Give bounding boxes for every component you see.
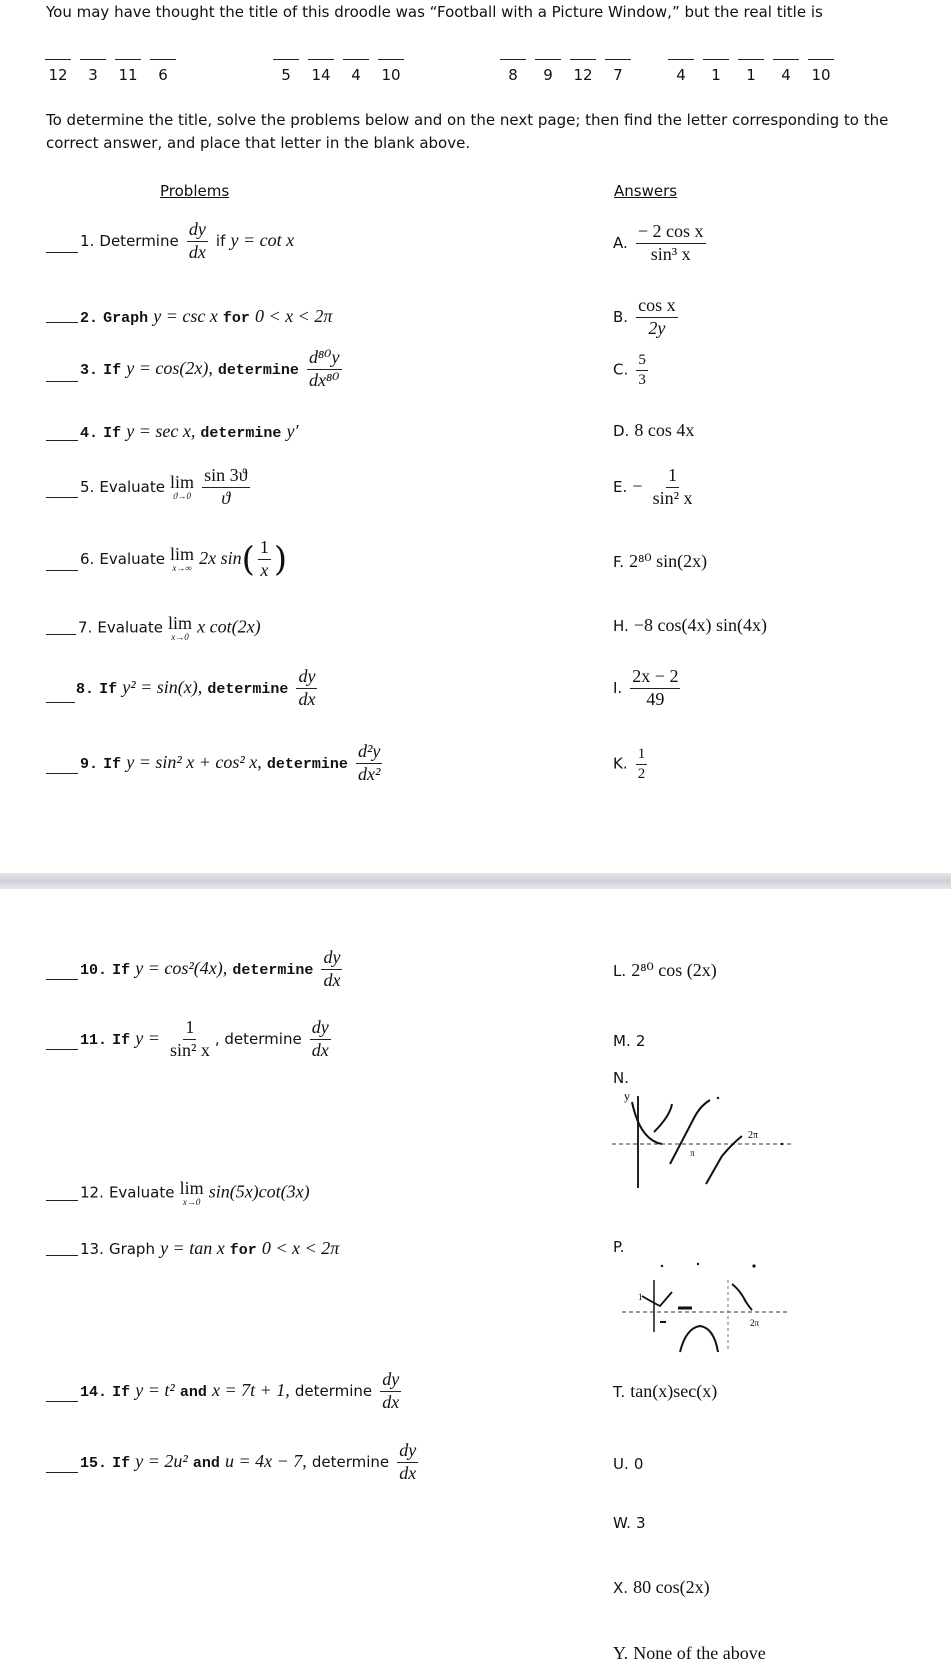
answer-P-graph (620, 1256, 790, 1356)
fraction-numerator: dy (397, 1441, 418, 1463)
math-expression: y = cot x (230, 229, 295, 250)
problem-number: 1. (80, 231, 95, 250)
answer-M (613, 1031, 645, 1050)
title-slot-number: 4 (351, 66, 361, 84)
graph-label-one: 1 (638, 1292, 643, 1302)
title-letter-blank[interactable] (273, 59, 299, 60)
title-letter-blank[interactable] (115, 59, 141, 60)
title-letter-blank[interactable] (378, 59, 404, 60)
answer-letter: D. (613, 422, 630, 440)
fraction-denominator: dx (382, 1391, 400, 1412)
answer-letter: H. (613, 617, 629, 635)
fraction-denominator: dx (298, 688, 316, 709)
problem-8 (76, 667, 320, 710)
problem-text: If (103, 755, 122, 773)
answer-K (613, 746, 650, 782)
limit-operator: lim (179, 1178, 204, 1198)
answer-letter: Y. (613, 1643, 629, 1663)
problem-text: and (192, 1454, 220, 1472)
answer-blank-5[interactable] (46, 497, 78, 498)
fraction-denominator: 3 (638, 371, 646, 388)
math-expression: y = csc x (153, 306, 218, 326)
problem-number: 7. (78, 618, 93, 637)
problem-text: Evaluate (99, 549, 165, 568)
answer-blank-6[interactable] (46, 570, 78, 571)
answer-letter: X. (613, 1579, 629, 1597)
problem-text: if (215, 231, 226, 250)
graph-axis-label-y: y (624, 1089, 630, 1103)
problem-text: If (112, 1383, 131, 1401)
title-letter-blank[interactable] (308, 59, 334, 60)
math-expression: y = sin² x + cos² x, (126, 751, 262, 772)
fraction-denominator: dx (188, 241, 206, 262)
title-letter-blank[interactable] (570, 59, 596, 60)
answer-blank-8[interactable] (46, 702, 75, 703)
problem-4 (80, 421, 298, 442)
answer-blank-15[interactable] (46, 1472, 78, 1473)
answers-header: Answers (614, 182, 678, 200)
answer-N (613, 1068, 629, 1087)
problem-9 (80, 742, 385, 785)
problem-text: If (103, 425, 122, 442)
answer-letter: T. (613, 1383, 626, 1401)
fraction-denominator: x (260, 559, 269, 580)
title-letter-blank[interactable] (500, 59, 526, 60)
problem-number: 5. (80, 477, 95, 496)
problem-text: and (179, 1383, 207, 1401)
answer-expression: None of the above (633, 1643, 766, 1663)
limit-operator: lim (170, 544, 195, 565)
problem-number: 4. (80, 425, 99, 442)
problem-text: , determine (214, 1029, 302, 1048)
answer-expression: tan(x)sec(x) (630, 1381, 718, 1401)
answer-expression: 2⁸⁰ sin(2x) (629, 551, 708, 571)
title-slot-number: 8 (508, 66, 518, 84)
problem-11 (80, 1018, 334, 1061)
answer-letter: K. (613, 754, 628, 773)
answer-Y (613, 1643, 766, 1664)
fraction-denominator: sin³ x (650, 243, 691, 264)
answer-expression: 0 (633, 1455, 644, 1473)
answer-B (613, 296, 681, 339)
answer-letter: B. (613, 307, 629, 326)
fraction-numerator: cos x (636, 296, 678, 318)
answer-U (613, 1454, 643, 1473)
problems-header: Problems (160, 182, 230, 200)
problem-text: determine (232, 961, 314, 979)
problem-text: determine (200, 425, 282, 442)
problem-text: determine (207, 680, 289, 698)
math-expression: y′ (286, 421, 299, 441)
title-letter-blank[interactable] (535, 59, 561, 60)
problem-text: Evaluate (97, 618, 163, 637)
problem-number: 9. (80, 755, 99, 773)
answer-blank-4[interactable] (46, 440, 78, 441)
title-letter-blank[interactable] (738, 59, 764, 60)
math-expression: 2x sin (199, 547, 242, 568)
problem-number: 14. (80, 1383, 108, 1401)
title-slot-number: 9 (543, 66, 553, 84)
fraction-numerator: dy (296, 667, 317, 689)
title-slot-number: 1 (711, 66, 721, 84)
answer-blank-7[interactable] (46, 634, 76, 635)
fraction-numerator: d²y (356, 742, 382, 764)
problem-text: for (229, 1242, 257, 1259)
title-letter-blank[interactable] (80, 59, 106, 60)
answer-blank-13[interactable] (46, 1255, 78, 1256)
answer-letter: I. (613, 678, 623, 697)
math-expression: x cot(2x) (197, 616, 261, 637)
problem-5 (80, 466, 253, 509)
problem-number: 12. (80, 1183, 104, 1202)
answer-blank-9[interactable] (46, 773, 78, 774)
fraction-denominator: dx (399, 1462, 417, 1483)
answer-W (613, 1513, 646, 1532)
problem-14 (80, 1370, 404, 1413)
problem-text: Graph (108, 1240, 155, 1258)
answer-letter: P. (613, 1238, 625, 1256)
answer-C (613, 352, 651, 388)
problem-text: Evaluate (108, 1183, 175, 1202)
answer-letter: A. (613, 233, 628, 252)
limit-operator: lim (170, 472, 195, 493)
answer-blank-14[interactable] (46, 1401, 78, 1402)
fraction-denominator: dx (311, 1039, 329, 1060)
limit-operator: lim (168, 613, 193, 633)
answer-blank-11[interactable] (46, 1049, 78, 1050)
fraction-numerator: 5 (636, 352, 648, 371)
problem-text: If (112, 961, 131, 979)
title-slot-number: 7 (613, 66, 623, 84)
answer-expression: 8 cos 4x (634, 420, 695, 440)
answer-H (613, 615, 767, 636)
math-expression: y = cos²(4x), (135, 957, 228, 978)
fraction-denominator: ϑ (221, 487, 231, 508)
problem-13 (80, 1238, 339, 1259)
title-slot-number: 4 (781, 66, 791, 84)
title-slot-number: 11 (118, 66, 138, 84)
math-expression: y = cos(2x), (126, 357, 213, 378)
fraction-denominator: dx² (357, 763, 381, 784)
answer-blank-10[interactable] (46, 979, 78, 980)
problem-number: 13. (80, 1240, 104, 1258)
math-range: 0 < x < 2π (255, 306, 333, 326)
answer-blank-3[interactable] (46, 381, 78, 382)
title-slot-number: 3 (88, 66, 98, 84)
instructions-line-1: To determine the title, solve the problems below and on the next page; then find the letter corresponding to the (46, 111, 889, 129)
problem-12 (80, 1179, 310, 1207)
problem-6: 6. Evaluate lim x→∞ 2x sin( $\frac{1}{x}$ ) (80, 537, 288, 580)
answer-X (613, 1577, 710, 1598)
fraction-numerator: dy (310, 1018, 331, 1040)
problem-number: 11. (80, 1031, 108, 1049)
fraction-numerator: 1 (636, 746, 648, 765)
answer-I (613, 667, 683, 710)
math-range: 0 < x < 2π (261, 1238, 340, 1258)
fraction-numerator: 1 (183, 1018, 196, 1040)
answer-T (613, 1381, 717, 1402)
answer-letter: U. (613, 1455, 629, 1473)
problem-number: 10. (80, 961, 108, 979)
title-slot-number: 14 (311, 66, 331, 84)
fraction-numerator: 1 (258, 538, 271, 560)
answer-blank-1[interactable] (46, 252, 78, 253)
answer-expression: 80 cos(2x) (633, 1577, 710, 1597)
limit-approach: ϑ→0 (173, 491, 191, 502)
problem-text: determine (266, 755, 348, 773)
title-letter-blank[interactable] (605, 59, 631, 60)
problem-7 (78, 614, 261, 642)
problem-2 (80, 306, 332, 327)
title-letter-blank[interactable] (773, 59, 799, 60)
answer-blank-2[interactable] (46, 322, 78, 323)
answer-F (613, 551, 707, 572)
answer-N-graph (610, 1088, 800, 1190)
fraction-numerator: dy (187, 220, 208, 242)
answer-letter: L. (613, 962, 627, 980)
fraction-denominator: 2y (648, 317, 666, 338)
math-expression: y = t² (135, 1379, 175, 1400)
problem-text: for (222, 310, 250, 327)
title-letter-blank[interactable] (668, 59, 694, 60)
answer-P (613, 1237, 624, 1256)
problem-number: 3. (80, 361, 99, 379)
title-slot-number: 12 (48, 66, 68, 84)
answer-sign: − (632, 475, 643, 496)
graph-label-pi: π (690, 1148, 695, 1158)
answer-letter: N. (613, 1069, 629, 1087)
fraction-denominator: dx⁸⁰ (309, 369, 340, 390)
math-expression: y = 2u² (135, 1450, 188, 1471)
answer-blank-12[interactable] (46, 1200, 78, 1201)
fraction-numerator: dy (321, 948, 342, 970)
fraction-denominator: dx (323, 969, 341, 990)
answer-expression: 2 (635, 1032, 646, 1050)
problem-number: 6. (80, 549, 95, 568)
answer-D (613, 420, 694, 441)
math-expression: sin(5x)cot(3x) (208, 1181, 310, 1202)
fraction-denominator: sin² x (652, 487, 693, 508)
graph-label-2pi: 2π (750, 1318, 760, 1328)
problem-text: If (103, 361, 122, 379)
problem-text: determine (217, 361, 299, 379)
intro-text: You may have thought the title of this droodle was “Football with a Picture Window,” but the real title is (46, 3, 823, 21)
problem-1 (80, 220, 294, 263)
title-slot-number: 10 (811, 66, 831, 84)
problem-number: 15. (80, 1454, 108, 1472)
math-expression: x = 7t + 1, (211, 1379, 290, 1400)
problem-text: If (99, 680, 118, 698)
title-letter-blank[interactable] (703, 59, 729, 60)
answer-expression: −8 cos(4x) sin(4x) (633, 615, 768, 635)
graph-label-2pi: 2π (748, 1130, 759, 1141)
problem-text: Evaluate (99, 477, 165, 496)
fraction-numerator: 1 (666, 466, 679, 488)
fraction-denominator: 2 (637, 765, 646, 782)
problem-text: If (112, 1454, 131, 1472)
title-letter-blank[interactable] (150, 59, 176, 60)
title-letter-blank[interactable] (45, 59, 71, 60)
problem-text: determine (311, 1452, 390, 1471)
page-break (0, 873, 951, 889)
problem-number: 8. (76, 680, 95, 698)
title-slot-number: 1 (746, 66, 756, 84)
problem-text: Graph (103, 310, 149, 327)
title-slot-number: 10 (381, 66, 401, 84)
fraction-numerator: d⁸⁰y (307, 348, 341, 370)
answer-letter: E. (613, 477, 628, 496)
answer-E (613, 466, 698, 509)
limit-approach: x→∞ (172, 563, 192, 574)
fraction-numerator: − 2 cos x (636, 222, 706, 244)
math-expression: y = tan x (160, 1238, 225, 1258)
title-slot-number: 12 (573, 66, 593, 84)
problem-number: 2. (80, 310, 99, 327)
answer-L (613, 960, 717, 981)
fraction-numerator: sin 3ϑ (202, 466, 249, 488)
math-expression: y = sec x, (126, 421, 196, 441)
fraction-denominator: sin² x (169, 1039, 210, 1060)
answer-expression: 2⁸⁰ cos (2x) (631, 960, 717, 980)
problem-text: If (112, 1031, 131, 1049)
answer-letter: M. (613, 1032, 631, 1050)
problem-10 (80, 948, 345, 991)
math-expression: y² = sin(x), (122, 676, 203, 697)
limit-approach: x→0 (182, 1197, 201, 1207)
problem-15 (80, 1441, 421, 1484)
title-letter-blank[interactable] (343, 59, 369, 60)
answer-expression: 3 (635, 1514, 646, 1532)
instructions-line-2: correct answer, and place that letter in the blank above. (46, 134, 471, 152)
answer-letter: F. (613, 553, 624, 571)
fraction-denominator: 49 (646, 688, 665, 709)
title-slot-number: 4 (676, 66, 686, 84)
problem-3 (80, 348, 345, 391)
limit-approach: x→0 (171, 632, 189, 642)
answer-A (613, 222, 709, 265)
math-expression: u = 4x − 7, (224, 1450, 307, 1471)
title-slot-number: 5 (281, 66, 291, 84)
problem-text: Determine (99, 231, 179, 250)
title-slot-number: 6 (158, 66, 168, 84)
fraction-numerator: dy (380, 1370, 401, 1392)
answer-letter: W. (613, 1514, 631, 1532)
problem-text: determine (294, 1381, 373, 1400)
answer-letter: C. (613, 360, 629, 379)
math-expression: y = (135, 1027, 160, 1048)
fraction-numerator: 2x − 2 (630, 667, 680, 689)
title-letter-blank[interactable] (808, 59, 834, 60)
